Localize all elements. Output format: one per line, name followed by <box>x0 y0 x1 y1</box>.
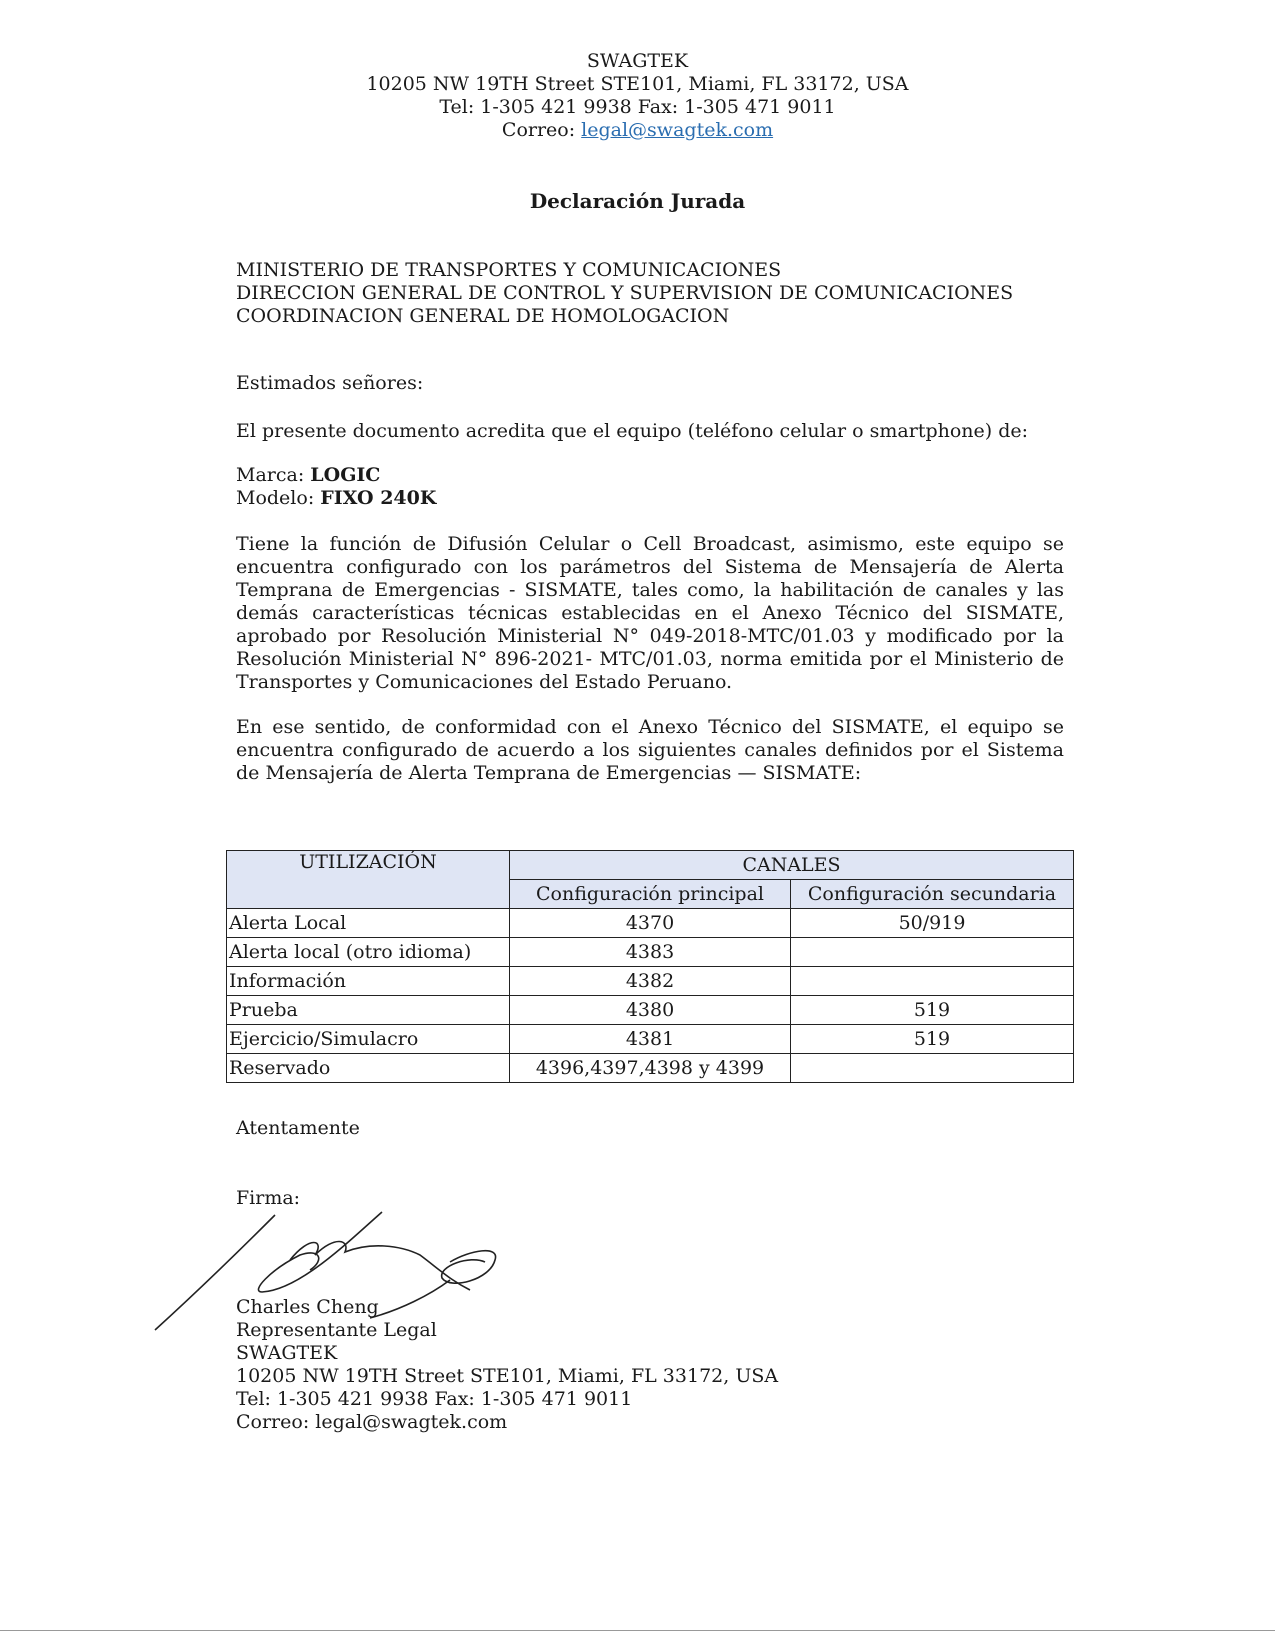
letterhead-email-label: Correo: <box>501 119 582 141</box>
row-principal: 4370 <box>510 909 791 938</box>
header-principal: Configuración principal <box>510 880 791 909</box>
row-secundaria: 519 <box>790 1025 1073 1054</box>
device-identification <box>236 464 1064 510</box>
addressee-line-2: DIRECCION GENERAL DE CONTROL Y SUPERVISION DE COMUNICACIONES <box>236 282 1014 304</box>
table-row <box>227 938 1074 967</box>
header-secundaria: Configuración secundaria <box>790 880 1073 909</box>
brand-value: LOGIC <box>310 464 381 486</box>
row-label: Alerta Local <box>227 909 510 938</box>
row-label: Ejercicio/Simulacro <box>227 1025 510 1054</box>
letterhead-email-line <box>0 119 1275 142</box>
letterhead-phones: Tel: 1-305 421 9938 Fax: 1-305 471 9011 <box>439 96 836 118</box>
addressee-line-1: MINISTERIO DE TRANSPORTES Y COMUNICACIONES <box>236 259 782 281</box>
header-canales: CANALES <box>510 851 1074 880</box>
letterhead <box>0 50 1275 142</box>
row-principal: 4396,4397,4398 y 4399 <box>510 1054 791 1083</box>
signer-block <box>236 1296 1064 1434</box>
scan-edge-line <box>0 1630 1275 1631</box>
table-row <box>227 967 1074 996</box>
signer-role: Representante Legal <box>236 1319 437 1341</box>
header-utilizacion: UTILIZACIÓN <box>227 851 510 909</box>
table-row <box>227 1054 1074 1083</box>
letterhead-company: SWAGTEK <box>586 50 689 72</box>
row-label: Reservado <box>227 1054 510 1083</box>
table-row <box>227 1025 1074 1054</box>
letterhead-email-link[interactable]: legal@swagtek.com <box>581 119 774 141</box>
row-secundaria: 50/919 <box>790 909 1073 938</box>
signer-address: 10205 NW 19TH Street STE101, Miami, FL 33172, USA <box>236 1365 779 1387</box>
brand-label: Marca: <box>236 464 311 486</box>
row-secundaria <box>790 1054 1073 1083</box>
document-title: Declaración Jurada <box>529 189 746 213</box>
greeting: Estimados señores: <box>236 372 424 394</box>
signer-name: Charles Cheng <box>236 1296 379 1318</box>
row-principal: 4381 <box>510 1025 791 1054</box>
letterhead-address: 10205 NW 19TH Street STE101, Miami, FL 33172, USA <box>366 73 909 95</box>
addressee-line-3: COORDINACION GENERAL DE HOMOLOGACION <box>236 305 730 327</box>
signer-phones: Tel: 1-305 421 9938 Fax: 1-305 471 9011 <box>236 1388 633 1410</box>
paragraph-configuration: En ese sentido, de conformidad con el Anexo Técnico del SISMATE, el equipo se encuentra configurado de acuerdo a los siguientes canales definidos por el Sistema de Mensajería de Alerta Temprana de Emergencias — SISMATE: <box>236 716 1064 784</box>
intro-text: El presente documento acredita que el equipo (teléfono celular o smartphone) de: <box>236 420 1029 442</box>
signer-email: Correo: legal@swagtek.com <box>236 1411 508 1433</box>
signature-label: Firma: <box>236 1187 301 1209</box>
row-principal: 4383 <box>510 938 791 967</box>
row-principal: 4380 <box>510 996 791 1025</box>
addressee-block <box>236 259 1064 328</box>
model-value: FIXO 240K <box>320 487 437 509</box>
table-row <box>227 909 1074 938</box>
model-label: Modelo: <box>236 487 321 509</box>
row-label: Alerta local (otro idioma) <box>227 938 510 967</box>
signer-company: SWAGTEK <box>236 1342 338 1364</box>
row-secundaria: 519 <box>790 996 1073 1025</box>
model-line <box>236 487 1064 510</box>
row-label: Prueba <box>227 996 510 1025</box>
row-label: Información <box>227 967 510 996</box>
brand-line <box>236 464 1064 487</box>
table-header-row <box>227 851 1074 880</box>
row-principal: 4382 <box>510 967 791 996</box>
row-secundaria <box>790 938 1073 967</box>
paragraph-function: Tiene la función de Difusión Celular o Cell Broadcast, asimismo, este equipo se encuentra configurado con los parámetros del Sistema de Mensajería de Alerta Temprana de Emergencias - SISMATE, tales como, la habilitación de canales y las demás características técnicas establecidas en el Anexo Técnico del SISMATE, aprobado por Resolución Ministerial N° 049-2018-MTC/01.03 y modificado por la Resolución Ministerial N° 896-2021- MTC/01.03, norma emitida por el Ministerio de Transportes y Comunicaciones del Estado Peruano. <box>236 533 1064 693</box>
channels-table <box>226 850 1074 1083</box>
row-secundaria <box>790 967 1073 996</box>
table-row <box>227 996 1074 1025</box>
closing: Atentamente <box>236 1117 360 1139</box>
